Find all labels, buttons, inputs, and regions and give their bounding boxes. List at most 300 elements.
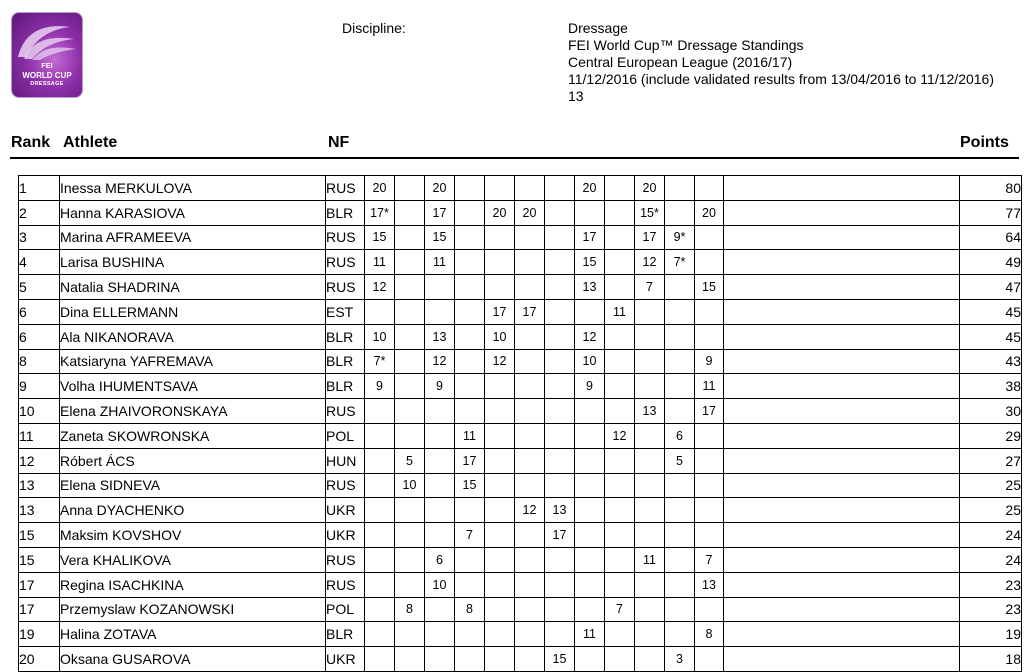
column-header-athlete: Athlete xyxy=(63,134,118,151)
score-cell: 15 xyxy=(545,647,575,672)
score-cell xyxy=(455,225,485,250)
score-cell xyxy=(485,473,515,498)
score-cell xyxy=(515,225,545,250)
athlete-cell: Elena SIDNEVA xyxy=(60,473,326,498)
score-cell xyxy=(425,275,455,300)
score-cell xyxy=(485,572,515,597)
score-cell: 10 xyxy=(575,349,605,374)
score-cell: 7 xyxy=(635,275,665,300)
score-cell xyxy=(395,299,425,324)
nf-cell: BLR xyxy=(326,349,365,374)
nf-cell: UKR xyxy=(326,647,365,672)
score-cell: 17 xyxy=(515,299,545,324)
score-cell: 15 xyxy=(695,275,724,300)
score-cell xyxy=(455,324,485,349)
score-cell xyxy=(485,647,515,672)
score-cell xyxy=(365,299,395,324)
score-cell: 10 xyxy=(365,324,395,349)
score-cell xyxy=(545,547,575,572)
logo-fei-text: FEI xyxy=(41,63,53,70)
score-cell xyxy=(515,275,545,300)
rank-cell: 8 xyxy=(19,349,60,374)
score-cell: 6 xyxy=(665,423,695,448)
score-cell xyxy=(425,523,455,548)
discipline-info xyxy=(568,20,994,105)
rank-cell: 13 xyxy=(19,473,60,498)
score-cell xyxy=(575,299,605,324)
points-cell: 47 xyxy=(960,275,1022,300)
score-cell: 20 xyxy=(575,176,605,201)
points-cell: 27 xyxy=(960,448,1022,473)
score-cell xyxy=(455,647,485,672)
score-cell: 7 xyxy=(605,597,635,622)
score-cell xyxy=(515,622,545,647)
spacer-cell xyxy=(724,423,960,448)
score-cell xyxy=(665,399,695,424)
score-cell: 17 xyxy=(635,225,665,250)
score-cell xyxy=(635,647,665,672)
score-cell xyxy=(665,275,695,300)
nf-cell: EST xyxy=(326,299,365,324)
table-row xyxy=(19,374,1022,399)
score-cell xyxy=(425,473,455,498)
points-cell: 38 xyxy=(960,374,1022,399)
score-cell: 17 xyxy=(485,299,515,324)
score-cell xyxy=(365,647,395,672)
score-cell xyxy=(575,572,605,597)
score-cell: 17 xyxy=(695,399,724,424)
score-cell xyxy=(485,275,515,300)
league-name: Central European League (2016/17) xyxy=(568,54,793,70)
score-cell xyxy=(605,547,635,572)
table-row xyxy=(19,572,1022,597)
score-cell xyxy=(695,498,724,523)
score-cell: 11 xyxy=(695,374,724,399)
score-cell: 20 xyxy=(635,176,665,201)
score-cell xyxy=(665,299,695,324)
athlete-cell: Maksim KOVSHOV xyxy=(60,523,326,548)
spacer-cell xyxy=(724,225,960,250)
discipline-label: Discipline: xyxy=(342,20,406,36)
score-cell xyxy=(575,200,605,225)
rank-cell: 10 xyxy=(19,399,60,424)
score-cell xyxy=(545,349,575,374)
score-cell: 3 xyxy=(665,647,695,672)
score-cell xyxy=(635,448,665,473)
header-divider xyxy=(10,157,1019,159)
score-cell xyxy=(395,250,425,275)
score-cell: 9 xyxy=(575,374,605,399)
score-cell xyxy=(665,498,695,523)
table-row xyxy=(19,275,1022,300)
athlete-cell: Przemyslaw KOZANOWSKI xyxy=(60,597,326,622)
points-cell: 24 xyxy=(960,523,1022,548)
score-cell xyxy=(695,225,724,250)
score-cell: 20 xyxy=(425,176,455,201)
score-cell xyxy=(635,473,665,498)
column-header-rank: Rank xyxy=(11,134,51,151)
score-cell: 20 xyxy=(485,200,515,225)
score-cell: 12 xyxy=(425,349,455,374)
score-cell xyxy=(695,647,724,672)
score-cell xyxy=(395,374,425,399)
score-cell xyxy=(425,597,455,622)
score-cell xyxy=(605,200,635,225)
score-cell xyxy=(395,176,425,201)
rank-cell: 20 xyxy=(19,647,60,672)
score-cell xyxy=(395,523,425,548)
rank-cell: 6 xyxy=(19,299,60,324)
score-cell xyxy=(485,176,515,201)
athlete-cell: Anna DYACHENKO xyxy=(60,498,326,523)
score-cell: 17* xyxy=(365,200,395,225)
score-cell xyxy=(515,176,545,201)
score-cell xyxy=(455,498,485,523)
nf-cell: UKR xyxy=(326,523,365,548)
table-row xyxy=(19,423,1022,448)
points-cell: 25 xyxy=(960,473,1022,498)
score-cell xyxy=(515,250,545,275)
spacer-cell xyxy=(724,647,960,672)
score-cell xyxy=(635,597,665,622)
spacer-cell xyxy=(724,374,960,399)
athlete-cell: Zaneta SKOWRONSKA xyxy=(60,423,326,448)
score-cell: 15 xyxy=(425,225,455,250)
score-cell: 17 xyxy=(545,523,575,548)
score-cell xyxy=(485,498,515,523)
spacer-cell xyxy=(724,299,960,324)
athlete-cell: Róbert ÁCS xyxy=(60,448,326,473)
column-header-nf: NF xyxy=(328,134,350,151)
logo-world-cup-text: WORLD CUP xyxy=(22,71,72,80)
score-cell xyxy=(605,374,635,399)
score-cell xyxy=(545,374,575,399)
athlete-cell: Volha IHUMENTSAVA xyxy=(60,374,326,399)
score-cell xyxy=(635,423,665,448)
score-cell: 20 xyxy=(515,200,545,225)
score-cell xyxy=(425,423,455,448)
score-cell xyxy=(665,374,695,399)
score-cell xyxy=(395,647,425,672)
score-cell xyxy=(395,498,425,523)
score-cell xyxy=(515,448,545,473)
score-cell: 13 xyxy=(545,498,575,523)
points-cell: 19 xyxy=(960,622,1022,647)
score-cell xyxy=(575,523,605,548)
score-cell xyxy=(665,473,695,498)
score-cell xyxy=(395,399,425,424)
athlete-cell: Vera KHALIKOVA xyxy=(60,547,326,572)
score-cell xyxy=(545,275,575,300)
score-cell xyxy=(515,374,545,399)
table-row xyxy=(19,622,1022,647)
score-cell xyxy=(665,349,695,374)
score-cell: 8 xyxy=(695,622,724,647)
nf-cell: BLR xyxy=(326,374,365,399)
score-cell xyxy=(575,498,605,523)
athlete-cell: Halina ZOTAVA xyxy=(60,622,326,647)
table-row xyxy=(19,299,1022,324)
athlete-cell: Elena ZHAIVORONSKAYA xyxy=(60,399,326,424)
score-cell xyxy=(695,299,724,324)
spacer-cell xyxy=(724,473,960,498)
score-cell xyxy=(605,572,635,597)
score-cell xyxy=(425,299,455,324)
athlete-cell: Larisa BUSHINA xyxy=(60,250,326,275)
score-cell xyxy=(395,547,425,572)
nf-cell: POL xyxy=(326,423,365,448)
score-cell xyxy=(365,597,395,622)
score-cell xyxy=(515,399,545,424)
points-cell: 80 xyxy=(960,176,1022,201)
score-cell xyxy=(365,423,395,448)
score-cell xyxy=(695,423,724,448)
score-cell xyxy=(665,547,695,572)
points-cell: 25 xyxy=(960,498,1022,523)
score-cell xyxy=(395,622,425,647)
score-cell: 15* xyxy=(635,200,665,225)
score-cell xyxy=(395,423,425,448)
score-cell xyxy=(485,448,515,473)
fei-world-cup-dressage-logo xyxy=(11,12,83,98)
score-cell xyxy=(395,572,425,597)
athlete-cell: Natalia SHADRINA xyxy=(60,275,326,300)
table-row xyxy=(19,473,1022,498)
table-row xyxy=(19,250,1022,275)
points-cell: 64 xyxy=(960,225,1022,250)
score-cell xyxy=(545,225,575,250)
score-cell xyxy=(455,547,485,572)
score-cell xyxy=(665,176,695,201)
score-cell xyxy=(365,572,395,597)
rank-cell: 5 xyxy=(19,275,60,300)
spacer-cell xyxy=(724,176,960,201)
rank-cell: 19 xyxy=(19,622,60,647)
score-cell xyxy=(425,399,455,424)
score-cell xyxy=(605,176,635,201)
points-cell: 30 xyxy=(960,399,1022,424)
score-cell xyxy=(515,349,545,374)
score-cell xyxy=(665,597,695,622)
score-cell xyxy=(695,448,724,473)
score-cell xyxy=(545,448,575,473)
points-cell: 77 xyxy=(960,200,1022,225)
score-cell: 7 xyxy=(695,547,724,572)
spacer-cell xyxy=(724,275,960,300)
score-cell xyxy=(605,225,635,250)
score-cell xyxy=(455,349,485,374)
score-cell: 15 xyxy=(575,250,605,275)
score-cell xyxy=(605,473,635,498)
score-cell: 6 xyxy=(425,547,455,572)
spacer-cell xyxy=(724,547,960,572)
score-cell: 17 xyxy=(455,448,485,473)
score-cell: 10 xyxy=(485,324,515,349)
rank-cell: 4 xyxy=(19,250,60,275)
nf-cell: RUS xyxy=(326,275,365,300)
score-cell xyxy=(545,324,575,349)
score-cell xyxy=(455,374,485,399)
score-cell xyxy=(515,423,545,448)
score-cell: 11 xyxy=(365,250,395,275)
standings-title: FEI World Cup™ Dressage Standings xyxy=(568,37,804,53)
standings-date: 11/12/2016 (include validated results from 13/04/2016 to 11/12/2016) xyxy=(568,71,994,87)
score-cell: 15 xyxy=(365,225,395,250)
logo-dressage-text: DRESSAGE xyxy=(30,81,64,87)
points-cell: 24 xyxy=(960,547,1022,572)
table-row xyxy=(19,176,1022,201)
score-cell xyxy=(665,572,695,597)
nf-cell: POL xyxy=(326,597,365,622)
score-cell xyxy=(455,399,485,424)
nf-cell: RUS xyxy=(326,176,365,201)
score-cell xyxy=(665,200,695,225)
score-cell xyxy=(665,324,695,349)
table-row xyxy=(19,547,1022,572)
score-cell xyxy=(455,200,485,225)
rank-cell: 13 xyxy=(19,498,60,523)
points-cell: 43 xyxy=(960,349,1022,374)
score-cell: 9 xyxy=(695,349,724,374)
score-cell xyxy=(365,473,395,498)
score-cell: 17 xyxy=(425,200,455,225)
score-cell xyxy=(515,523,545,548)
points-cell: 45 xyxy=(960,324,1022,349)
score-cell: 12 xyxy=(485,349,515,374)
score-cell xyxy=(605,622,635,647)
spacer-cell xyxy=(724,250,960,275)
score-cell: 12 xyxy=(515,498,545,523)
score-cell xyxy=(455,299,485,324)
score-cell xyxy=(635,572,665,597)
rank-cell: 17 xyxy=(19,572,60,597)
score-cell: 20 xyxy=(695,200,724,225)
score-cell xyxy=(455,176,485,201)
nf-cell: BLR xyxy=(326,622,365,647)
score-cell xyxy=(485,547,515,572)
spacer-cell xyxy=(724,622,960,647)
score-cell: 5 xyxy=(665,448,695,473)
score-cell xyxy=(575,448,605,473)
score-cell xyxy=(545,299,575,324)
score-cell xyxy=(575,399,605,424)
score-cell xyxy=(395,275,425,300)
score-cell: 7* xyxy=(365,349,395,374)
score-cell: 10 xyxy=(395,473,425,498)
score-cell xyxy=(485,523,515,548)
score-cell xyxy=(485,374,515,399)
discipline-value: Dressage xyxy=(568,20,628,36)
score-cell: 7 xyxy=(455,523,485,548)
score-cell: 13 xyxy=(635,399,665,424)
rank-cell: 1 xyxy=(19,176,60,201)
score-cell xyxy=(515,324,545,349)
table-row xyxy=(19,225,1022,250)
score-cell xyxy=(545,200,575,225)
score-cell xyxy=(365,622,395,647)
nf-cell: RUS xyxy=(326,399,365,424)
score-cell: 12 xyxy=(365,275,395,300)
score-cell xyxy=(365,547,395,572)
score-cell xyxy=(455,250,485,275)
table-row xyxy=(19,523,1022,548)
score-cell: 11 xyxy=(575,622,605,647)
score-cell xyxy=(635,299,665,324)
rank-cell: 12 xyxy=(19,448,60,473)
score-cell xyxy=(365,498,395,523)
score-cell xyxy=(605,399,635,424)
score-cell xyxy=(425,448,455,473)
score-cell xyxy=(395,324,425,349)
score-cell xyxy=(695,597,724,622)
score-cell xyxy=(695,523,724,548)
score-cell xyxy=(635,324,665,349)
rank-cell: 11 xyxy=(19,423,60,448)
nf-cell: HUN xyxy=(326,448,365,473)
score-cell xyxy=(545,176,575,201)
score-cell xyxy=(515,473,545,498)
score-cell xyxy=(605,324,635,349)
rank-cell: 15 xyxy=(19,523,60,548)
score-cell xyxy=(515,572,545,597)
score-cell: 12 xyxy=(605,423,635,448)
score-cell xyxy=(395,349,425,374)
score-cell xyxy=(605,349,635,374)
score-cell xyxy=(455,572,485,597)
athlete-cell: Inessa MERKULOVA xyxy=(60,176,326,201)
score-cell xyxy=(635,498,665,523)
score-cell xyxy=(545,572,575,597)
score-cell xyxy=(485,622,515,647)
standings-table xyxy=(18,175,1022,672)
athlete-cell: Marina AFRAMEEVA xyxy=(60,225,326,250)
rank-cell: 3 xyxy=(19,225,60,250)
table-row xyxy=(19,349,1022,374)
score-cell: 8 xyxy=(455,597,485,622)
nf-cell: RUS xyxy=(326,547,365,572)
score-cell: 13 xyxy=(695,572,724,597)
table-row xyxy=(19,597,1022,622)
score-cell xyxy=(695,176,724,201)
score-cell: 12 xyxy=(575,324,605,349)
score-cell xyxy=(545,250,575,275)
column-header-points: Points xyxy=(960,134,1009,151)
points-cell: 23 xyxy=(960,572,1022,597)
points-cell: 23 xyxy=(960,597,1022,622)
score-cell: 13 xyxy=(575,275,605,300)
nf-cell: BLR xyxy=(326,200,365,225)
score-cell: 11 xyxy=(455,423,485,448)
score-cell xyxy=(575,597,605,622)
score-cell xyxy=(485,399,515,424)
score-cell xyxy=(455,275,485,300)
rank-cell: 6 xyxy=(19,324,60,349)
score-cell xyxy=(665,523,695,548)
score-cell: 11 xyxy=(425,250,455,275)
score-cell xyxy=(425,647,455,672)
athlete-cell: Ala NIKANORAVA xyxy=(60,324,326,349)
score-cell: 20 xyxy=(365,176,395,201)
spacer-cell xyxy=(724,399,960,424)
score-cell xyxy=(515,647,545,672)
score-cell xyxy=(605,250,635,275)
table-row xyxy=(19,324,1022,349)
table-row xyxy=(19,647,1022,672)
score-cell xyxy=(605,523,635,548)
spacer-cell xyxy=(724,448,960,473)
nf-cell: RUS xyxy=(326,572,365,597)
score-cell xyxy=(605,448,635,473)
